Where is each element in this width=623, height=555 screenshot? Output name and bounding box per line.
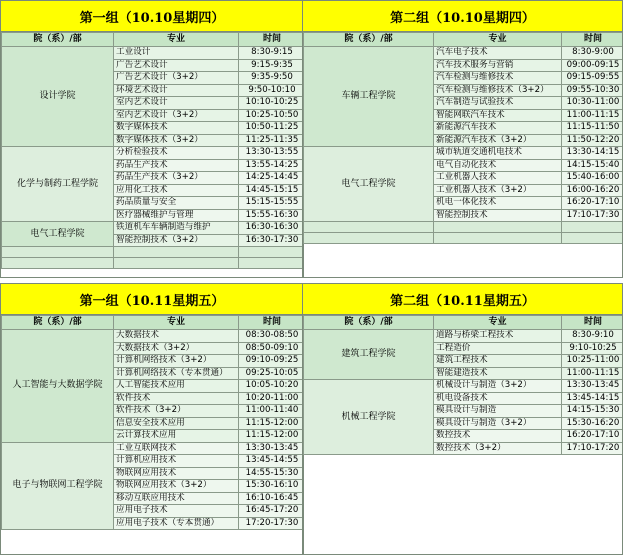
empty-cell	[562, 222, 623, 233]
time-cell: 13:30-14:15	[562, 147, 623, 160]
major-cell: 智能建造技术	[434, 367, 562, 380]
major-cell: 汽车技术服务与营销	[434, 59, 562, 72]
empty-row	[304, 222, 623, 233]
header-row	[2, 33, 305, 47]
empty-cell	[562, 233, 623, 244]
time-cell: 10:10-10:25	[239, 97, 305, 110]
empty-row	[2, 258, 305, 269]
empty-cell	[114, 258, 239, 269]
major-cell: 机电一体化技术	[434, 197, 562, 210]
major-cell: 药品生产技术（3+2）	[114, 172, 239, 185]
time-cell: 15:15-15:55	[239, 197, 305, 210]
table-row	[304, 380, 623, 393]
college-cell: 电子与物联网工程学院	[2, 442, 114, 530]
block-title: 第二组（10.11星期五）	[303, 284, 622, 315]
major-cell: 计算机网络技术（3+2）	[114, 355, 239, 368]
major-cell: 模具设计与制造	[434, 405, 562, 418]
table-row	[2, 147, 305, 160]
major-cell: 智能控制技术（3+2）	[114, 234, 239, 247]
major-cell: 计算机应用技术	[114, 455, 239, 468]
header-row	[304, 316, 623, 330]
time-cell: 11:00-11:15	[562, 367, 623, 380]
table-row	[2, 330, 305, 343]
time-cell: 9:50-10:10	[239, 84, 305, 97]
time-header: 时间	[562, 33, 623, 47]
college-header: 院（系）/部	[304, 33, 434, 47]
major-cell: 工业机器人技术	[434, 172, 562, 185]
major-cell: 道路与桥梁工程技术	[434, 330, 562, 343]
time-cell: 10:20-11:00	[239, 392, 305, 405]
major-cell: 室内艺术设计	[114, 97, 239, 110]
major-cell: 机械设计与制造（3+2）	[434, 380, 562, 393]
time-cell: 10:25-10:50	[239, 109, 305, 122]
major-cell: 数控技术	[434, 430, 562, 443]
major-cell: 广告艺术设计	[114, 59, 239, 72]
major-cell: 应用电子技术	[114, 505, 239, 518]
time-cell: 13:45-14:15	[562, 392, 623, 405]
major-cell: 汽车制造与试验技术	[434, 97, 562, 110]
time-cell: 17:10-17:30	[562, 209, 623, 222]
major-cell: 信息安全技术应用	[114, 417, 239, 430]
time-cell: 16:20-17:10	[562, 197, 623, 210]
major-cell: 环境艺术设计	[114, 84, 239, 97]
time-cell: 13:30-13:55	[239, 147, 305, 160]
major-header: 专业	[434, 316, 562, 330]
table-row	[304, 47, 623, 60]
major-cell: 应用电子技术（专本贯通）	[114, 517, 239, 530]
time-cell: 11:25-11:35	[239, 134, 305, 147]
time-cell: 16:10-16:45	[239, 492, 305, 505]
major-cell: 医疗器械维护与管理	[114, 209, 239, 222]
major-cell: 电气自动化技术	[434, 159, 562, 172]
empty-cell	[239, 258, 305, 269]
schedule-block	[0, 0, 304, 278]
schedule-table	[303, 32, 623, 244]
college-cell: 建筑工程学院	[304, 330, 434, 380]
empty-cell	[2, 258, 114, 269]
empty-cell	[304, 233, 434, 244]
empty-cell	[304, 222, 434, 233]
time-header: 时间	[239, 33, 305, 47]
college-header: 院（系）/部	[2, 316, 114, 330]
major-cell: 室内艺术设计（3+2）	[114, 109, 239, 122]
time-cell: 15:30-16:20	[562, 417, 623, 430]
time-cell: 16:20-17:10	[562, 430, 623, 443]
time-cell: 14:15-15:40	[562, 159, 623, 172]
empty-cell	[2, 247, 114, 258]
time-cell: 13:55-14:25	[239, 159, 305, 172]
block-title: 第一组（10.11星期五）	[1, 284, 303, 315]
time-cell: 17:10-17:20	[562, 442, 623, 455]
time-cell: 14:15-15:30	[562, 405, 623, 418]
time-cell: 09:15-09:55	[562, 72, 623, 85]
block-title: 第二组（10.10星期四）	[303, 1, 622, 32]
major-cell: 新能源汽车技术	[434, 122, 562, 135]
major-cell: 计算机网络技术（专本贯通）	[114, 367, 239, 380]
college-header: 院（系）/部	[2, 33, 114, 47]
major-cell: 大数据技术（3+2）	[114, 342, 239, 355]
major-cell: 智能控制技术	[434, 209, 562, 222]
major-header: 专业	[114, 316, 239, 330]
time-cell: 11:15-11:50	[562, 122, 623, 135]
major-cell: 工程造价	[434, 342, 562, 355]
major-cell: 软件技术	[114, 392, 239, 405]
college-cell: 电气工程学院	[304, 147, 434, 222]
time-cell: 10:30-11:00	[562, 97, 623, 110]
time-cell: 11:50-12:20	[562, 134, 623, 147]
header-row	[2, 316, 305, 330]
time-cell: 16:00-16:20	[562, 184, 623, 197]
major-cell: 汽车电子技术	[434, 47, 562, 60]
major-cell: 机电设备技术	[434, 392, 562, 405]
empty-cell	[434, 233, 562, 244]
time-cell: 10:25-11:00	[562, 355, 623, 368]
time-header: 时间	[562, 316, 623, 330]
major-cell: 移动互联应用技术	[114, 492, 239, 505]
time-cell: 13:30-13:45	[239, 442, 305, 455]
empty-cell	[114, 247, 239, 258]
time-cell: 15:40-16:00	[562, 172, 623, 185]
time-cell: 8:30-9:00	[562, 47, 623, 60]
college-cell: 车辆工程学院	[304, 47, 434, 147]
major-header: 专业	[114, 33, 239, 47]
empty-cell	[239, 247, 305, 258]
college-cell: 化学与制药工程学院	[2, 147, 114, 222]
time-cell: 09:00-09:15	[562, 59, 623, 72]
major-cell: 汽车检测与维修技术	[434, 72, 562, 85]
major-cell: 药品生产技术	[114, 159, 239, 172]
college-cell: 机械工程学院	[304, 380, 434, 455]
time-cell: 09:25-10:05	[239, 367, 305, 380]
empty-row	[304, 233, 623, 244]
time-cell: 17:20-17:30	[239, 517, 305, 530]
major-cell: 工业互联网技术	[114, 442, 239, 455]
major-cell: 智能网联汽车技术	[434, 109, 562, 122]
time-cell: 09:55-10:30	[562, 84, 623, 97]
time-cell: 14:45-15:15	[239, 184, 305, 197]
major-cell: 软件技术（3+2）	[114, 405, 239, 418]
time-cell: 11:15-12:00	[239, 417, 305, 430]
college-cell: 电气工程学院	[2, 222, 114, 247]
empty-cell	[434, 222, 562, 233]
major-cell: 广告艺术设计（3+2）	[114, 72, 239, 85]
major-cell: 数字媒体技术（3+2）	[114, 134, 239, 147]
major-cell: 工业设计	[114, 47, 239, 60]
major-cell: 新能源汽车技术（3+2）	[434, 134, 562, 147]
major-cell: 物联网应用技术（3+2）	[114, 480, 239, 493]
header-row	[304, 33, 623, 47]
time-cell: 11:00-11:15	[562, 109, 623, 122]
table-row	[2, 442, 305, 455]
schedule-block	[302, 283, 623, 555]
major-cell: 工业机器人技术（3+2）	[434, 184, 562, 197]
time-cell: 08:50-09:10	[239, 342, 305, 355]
major-cell: 物联网应用技术	[114, 467, 239, 480]
time-cell: 16:30-16:30	[239, 222, 305, 235]
time-cell: 9:15-9:35	[239, 59, 305, 72]
time-cell: 10:05-10:20	[239, 380, 305, 393]
major-header: 专业	[434, 33, 562, 47]
major-cell: 铁道机车车辆制造与维护	[114, 222, 239, 235]
table-row	[2, 222, 305, 235]
schedule-block	[302, 0, 623, 278]
schedule-table	[1, 315, 304, 530]
major-cell: 大数据技术	[114, 330, 239, 343]
major-cell: 药品质量与安全	[114, 197, 239, 210]
time-cell: 09:10-09:25	[239, 355, 305, 368]
time-cell: 11:15-12:00	[239, 430, 305, 443]
table-row	[2, 47, 305, 60]
time-cell: 13:30-13:45	[562, 380, 623, 393]
time-cell: 9:10-10:25	[562, 342, 623, 355]
major-cell: 人工智能技术应用	[114, 380, 239, 393]
time-cell: 14:55-15:30	[239, 467, 305, 480]
time-cell: 16:30-17:30	[239, 234, 305, 247]
college-cell: 人工智能与大数据学院	[2, 330, 114, 443]
time-cell: 15:30-16:10	[239, 480, 305, 493]
time-cell: 13:45-14:55	[239, 455, 305, 468]
major-cell: 汽车检测与维修技术（3+2）	[434, 84, 562, 97]
table-row	[304, 330, 623, 343]
time-header: 时间	[239, 316, 305, 330]
major-cell: 应用化工技术	[114, 184, 239, 197]
table-row	[304, 147, 623, 160]
time-cell: 9:35-9:50	[239, 72, 305, 85]
major-cell: 云计算技术应用	[114, 430, 239, 443]
time-cell: 16:45-17:20	[239, 505, 305, 518]
empty-row	[2, 247, 305, 258]
time-cell: 10:50-11:25	[239, 122, 305, 135]
time-cell: 08:30-08:50	[239, 330, 305, 343]
major-cell: 模具设计与制造（3+2）	[434, 417, 562, 430]
time-cell: 11:00-11:40	[239, 405, 305, 418]
major-cell: 城市轨道交通机电技术	[434, 147, 562, 160]
schedule-block	[0, 283, 304, 555]
major-cell: 建筑工程技术	[434, 355, 562, 368]
major-cell: 数控技术（3+2）	[434, 442, 562, 455]
time-cell: 8:30-9:15	[239, 47, 305, 60]
schedule-table	[303, 315, 623, 455]
time-cell: 8:30-9:10	[562, 330, 623, 343]
college-cell: 设计学院	[2, 47, 114, 147]
block-title: 第一组（10.10星期四）	[1, 1, 303, 32]
college-header: 院（系）/部	[304, 316, 434, 330]
time-cell: 14:25-14:45	[239, 172, 305, 185]
time-cell: 15:55-16:30	[239, 209, 305, 222]
schedule-table	[1, 32, 304, 269]
major-cell: 数字媒体技术	[114, 122, 239, 135]
major-cell: 分析检验技术	[114, 147, 239, 160]
